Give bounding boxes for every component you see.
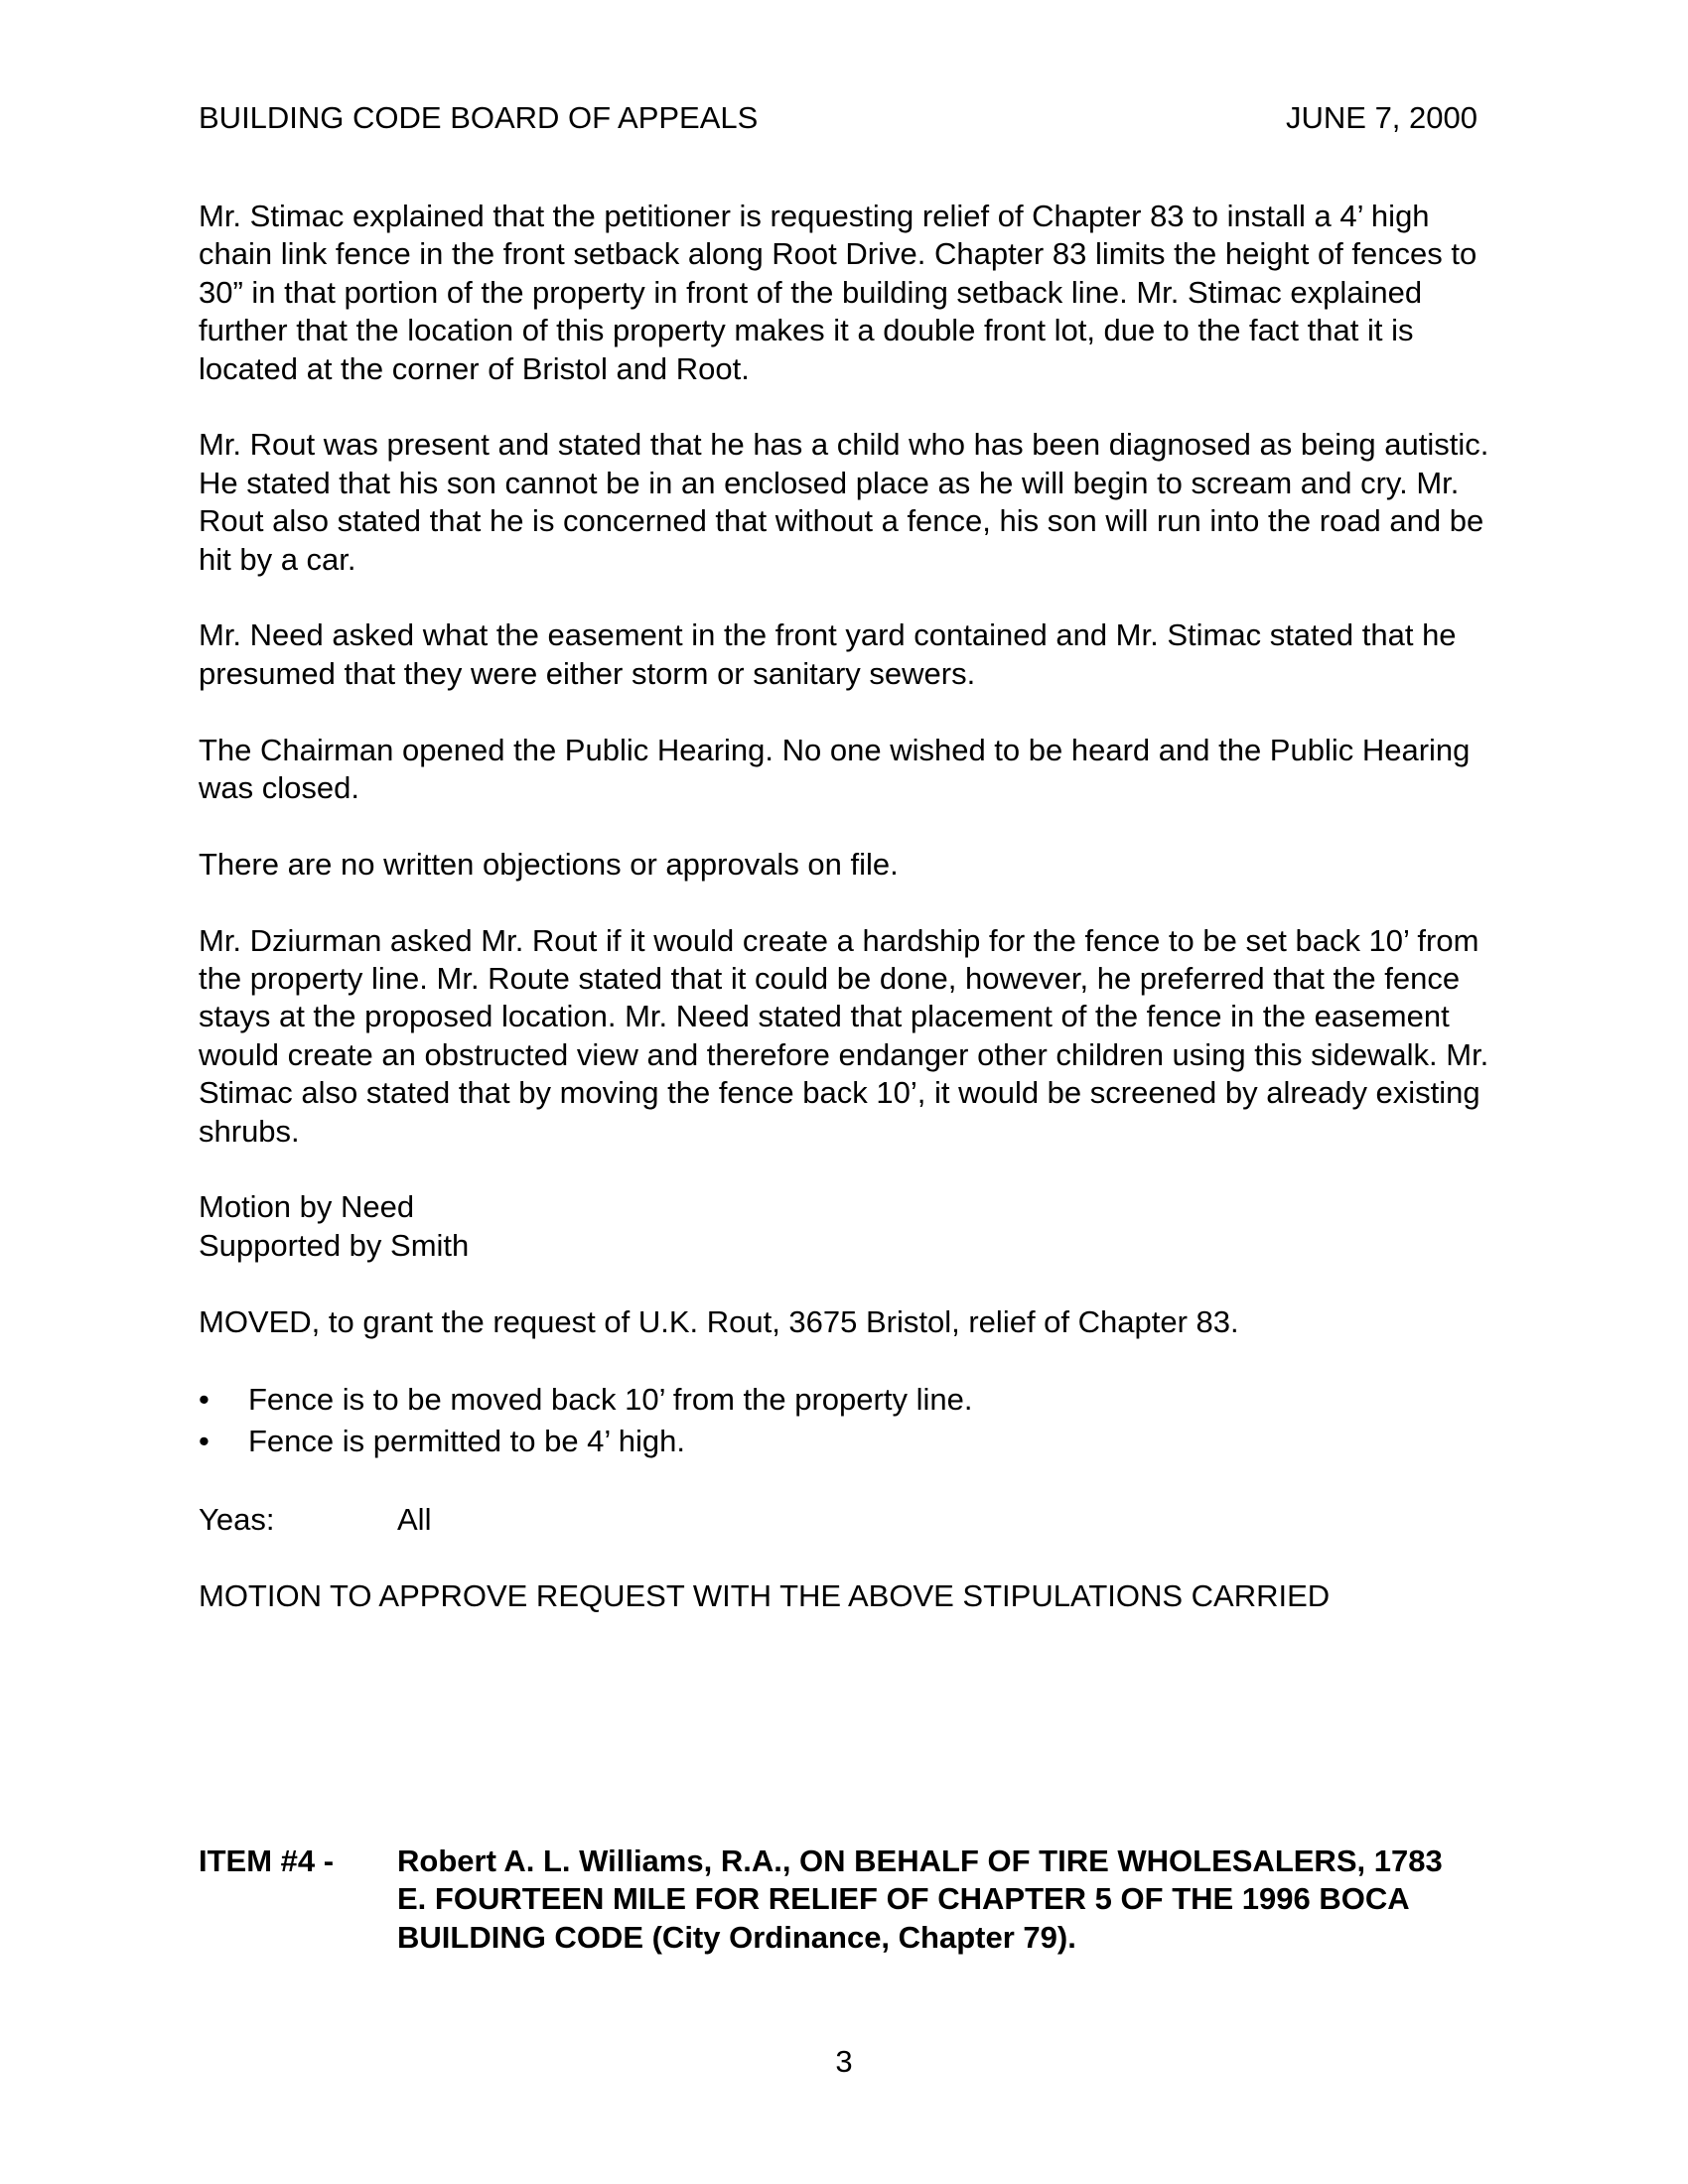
bullet-icon: •: [199, 1382, 210, 1418]
stipulation-text: Fence is permitted to be 4’ high.: [248, 1424, 685, 1459]
yeas-value: All: [397, 1501, 432, 1537]
paragraph-public-hearing: The Chairman opened the Public Hearing. No one wished to be heard and the Public Hearing was closed.: [199, 732, 1471, 806]
stipulation-list: [199, 1379, 1489, 1462]
vote-record: [199, 1501, 1489, 1539]
paragraph-written-objections: There are no written objections or approvals on file.: [199, 846, 899, 882]
page-number: 3: [835, 2044, 853, 2079]
minutes-body: [199, 198, 1489, 1653]
paragraph-petition-explanation: Mr. Stimac explained that the petitioner is requesting relief of Chapter 83 to install a 4’ high chain link fence in the front setback along Root Drive. Chapter 83 limits the height of fences to 30” in that portion of the property in front of the building setback line. Mr. Stimac explained further that the location of this property makes it a double front lot, due to the fact that it is located at the corner of Bristol and Root.: [199, 199, 1477, 386]
motion-by: Motion by Need: [199, 1189, 415, 1225]
item-description: Robert A. L. Williams, R.A., ON BEHALF OF TIRE WHOLESALERS, 1783 E. FOURTEEN MILE FOR RELIEF OF CHAPTER 5 OF THE 1996 BOCA BUILDING CODE (City Ordinance, Chapter 79).: [397, 1843, 1443, 1955]
paragraph-easement-question: Mr. Need asked what the easement in the front yard contained and Mr. Stimac stated that he presumed that they were either storm or sanitary sewers.: [199, 617, 1457, 691]
header-date: JUNE 7, 2000: [1286, 100, 1477, 135]
header-board-name: BUILDING CODE BOARD OF APPEALS: [199, 100, 759, 135]
page-header: [199, 99, 1477, 137]
list-item: [199, 1421, 1489, 1462]
motion-moved-text: MOVED, to grant the request of U.K. Rout, 3675 Bristol, relief of Chapter 83.: [199, 1303, 1239, 1339]
paragraph-petitioner-statement: Mr. Rout was present and stated that he has a child who has been diagnosed as being autistic. He stated that his son cannot be in an enclosed place as he will begin to scream and cry. Mr. Rout also stated that he is concerned that without a fence, his son will run into the road and be hit by a car.: [199, 427, 1489, 577]
yeas-label: Yeas:: [199, 1501, 275, 1537]
item-label: ITEM #4 -: [199, 1843, 335, 1878]
agenda-item-4: [199, 1843, 1489, 1957]
stipulation-text: Fence is to be moved back 10’ from the property line.: [248, 1382, 973, 1418]
motion-result: MOTION TO APPROVE REQUEST WITH THE ABOVE STIPULATIONS CARRIED: [199, 1577, 1331, 1613]
bullet-icon: •: [199, 1424, 210, 1459]
motion-supported-by: Supported by Smith: [199, 1227, 470, 1263]
list-item: [199, 1379, 1489, 1421]
paragraph-discussion: Mr. Dziurman asked Mr. Rout if it would create a hardship for the fence to be set back 10’ from the property line. Mr. Route stated that it could be done, however, he preferred that the fence stays at the proposed location. Mr. Need stated that placement of the fence in the easement would create an obstructed view and therefore endanger other children using this sidewalk. Mr. Stimac also stated that by moving the fence back 10’, it would be screened by already existing shrubs.: [199, 922, 1489, 1149]
